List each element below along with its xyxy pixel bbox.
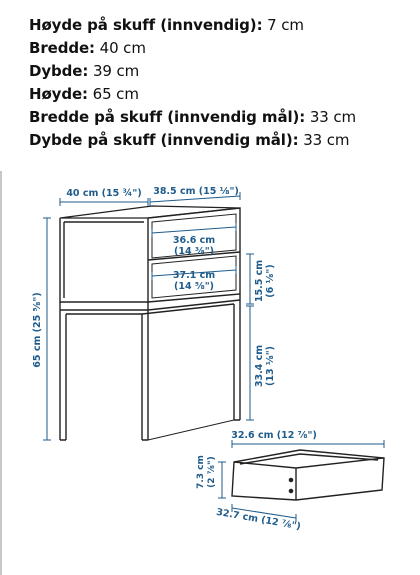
dim-width-top: 40 cm (15 ¾") bbox=[66, 188, 142, 199]
drawer-drawing bbox=[232, 450, 384, 500]
spec-depth: Dybde: 39 cm bbox=[29, 62, 140, 80]
dim-drawer-width-2-in: (14 ⅝") bbox=[174, 281, 214, 292]
dim-height-total: 65 cm (25 ⅝") bbox=[32, 292, 43, 368]
dim-leg-height-in: (13 ⅛") bbox=[265, 346, 276, 386]
dim-drawer-width-1-in: (14 ⅜") bbox=[174, 246, 214, 257]
dim-drawer-depth: 32.6 cm (12 ⅞") bbox=[231, 430, 317, 441]
dim-drawer-height: 7.3 cm bbox=[196, 455, 206, 489]
dim-leg-height: 33.4 cm bbox=[254, 344, 265, 388]
spec-drawer-inner-height: Høyde på skuff (innvendig): 7 cm bbox=[29, 16, 304, 34]
dim-drawer-inner-width: 32.7 cm (12 ⅞") bbox=[215, 506, 302, 533]
dim-drawer-height-in: (2 ⅞") bbox=[207, 456, 217, 488]
dim-depth-top: 38.5 cm (15 ⅛") bbox=[153, 186, 239, 197]
spec-drawer-inner-depth: Dybde på skuff (innvendig mål): 33 cm bbox=[29, 131, 350, 149]
spec-drawer-inner-width: Bredde på skuff (innvendig mål): 33 cm bbox=[29, 108, 357, 126]
spec-width: Bredde: 40 cm bbox=[29, 39, 146, 57]
dim-drawer-width-2: 37.1 cm bbox=[172, 270, 216, 281]
dim-cabinet-height: 15.5 cm bbox=[254, 259, 265, 303]
dim-cabinet-height-in: (6 ⅛") bbox=[265, 264, 276, 298]
dim-drawer-width-1: 36.6 cm bbox=[172, 235, 216, 246]
spec-height: Høyde: 65 cm bbox=[29, 85, 139, 103]
